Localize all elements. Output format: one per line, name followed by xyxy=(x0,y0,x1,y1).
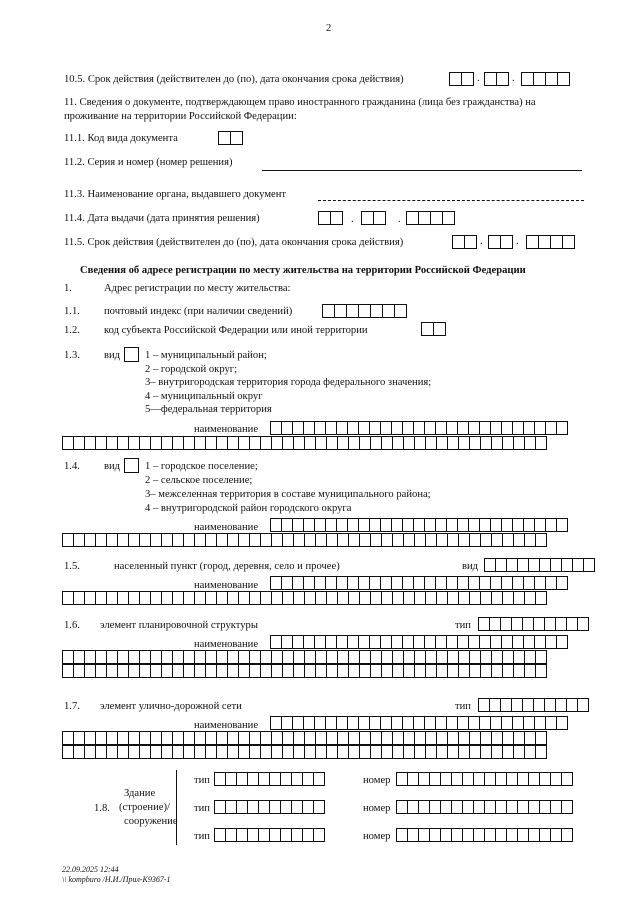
row-1-4-option: 1 – городское поселение; xyxy=(145,461,258,472)
row-1-3-kind-label: вид xyxy=(104,350,121,361)
row-1-4-name-cells-top[interactable] xyxy=(270,518,568,532)
field-11-5-month[interactable] xyxy=(488,235,513,249)
row-1-3-name-label: наименование xyxy=(194,424,259,435)
row-1-1-number: 1.1. xyxy=(64,306,80,317)
field-11-4-year[interactable] xyxy=(406,211,455,225)
locality-name-cells-top[interactable] xyxy=(270,576,568,590)
field-11-3-label: 11.3. Наименование органа, выдавшего документ xyxy=(64,189,287,200)
row-1-7-number: 1.7. xyxy=(64,701,80,712)
building-type-cells-1[interactable] xyxy=(214,772,325,786)
locality-name-label: наименование xyxy=(194,580,259,591)
row-1-3-name-cells-bottom[interactable] xyxy=(62,436,547,450)
field-11-1-label: 11.1. Код вида документа xyxy=(64,133,178,144)
planning-type-cells[interactable] xyxy=(478,617,589,631)
row-1-3-name-cells-top[interactable] xyxy=(270,421,568,435)
building-type-label: тип xyxy=(194,803,210,814)
building-number-cells-2[interactable] xyxy=(396,800,573,814)
row-1-3-option: 3– внутригородская территория города федерального значения; xyxy=(145,377,432,388)
row-1-2-number: 1.2. xyxy=(64,325,80,336)
page-number: 2 xyxy=(326,23,332,34)
building-type-cells-2[interactable] xyxy=(214,800,325,814)
planning-type-label: тип xyxy=(455,620,471,631)
row-1-3-option: 5—федеральная территория xyxy=(145,404,272,415)
postal-code-cells[interactable] xyxy=(322,304,407,318)
locality-kind-label: вид xyxy=(462,561,479,572)
row-1-8-number: 1.8. xyxy=(94,803,110,814)
footer-code: \\ kompburo /Н.И./Прил-К9367-1 xyxy=(62,875,171,884)
row-1-3-option: 4 – муниципальный округ xyxy=(145,391,263,402)
row-1-4-kind-label: вид xyxy=(104,461,121,472)
section-11-intro: 11. Сведения о документе, подтверждающем право иностранного гражданина (лица без гражданства) на xyxy=(64,97,536,108)
date-dot: . xyxy=(398,214,401,225)
building-label-cont: (строение)/ xyxy=(119,802,170,813)
row-1-label: Адрес регистрации по месту жительства: xyxy=(104,283,291,294)
row-1-3-option: 1 – муниципальный район; xyxy=(145,350,267,361)
row-1-4-name-label: наименование xyxy=(194,522,259,533)
street-type-cells[interactable] xyxy=(478,698,589,712)
planning-name-cells-top[interactable] xyxy=(270,635,568,649)
building-number-label: номер xyxy=(363,831,391,842)
building-type-label: тип xyxy=(194,831,210,842)
planning-name-cells-row2[interactable] xyxy=(62,650,547,664)
row-1-4-kind-cell[interactable] xyxy=(124,458,139,473)
row-1-3-kind-cell[interactable] xyxy=(124,347,139,362)
field-10-5-month[interactable] xyxy=(484,72,509,86)
row-1-6-number: 1.6. xyxy=(64,620,80,631)
row-1-number: 1. xyxy=(64,283,72,294)
row-1-4-number: 1.4. xyxy=(64,461,80,472)
field-10-5-year[interactable] xyxy=(521,72,570,86)
row-1-4-option: 4 – внутригородской район городского округа xyxy=(145,503,352,514)
footer-datetime: 22.09.2025 12:44 xyxy=(62,865,119,874)
field-11-2-label: 11.2. Серия и номер (номер решения) xyxy=(64,157,233,168)
building-number-label: номер xyxy=(363,803,391,814)
field-11-5-year[interactable] xyxy=(526,235,575,249)
field-11-4-label: 11.4. Дата выдачи (дата принятия решения) xyxy=(64,213,260,224)
building-number-cells-3[interactable] xyxy=(396,828,573,842)
street-name-label: наименование xyxy=(194,720,259,731)
field-11-5-label: 11.5. Срок действия (действителен до (по), дата окончания срока действия) xyxy=(64,237,404,248)
street-name-cells-top[interactable] xyxy=(270,716,568,730)
address-heading: Сведения об адресе регистрации по месту жительства на территории Российской Федерации xyxy=(80,265,526,276)
row-1-4-option: 2 – сельское поселение; xyxy=(145,475,253,486)
field-11-3-line[interactable] xyxy=(318,200,584,201)
building-label: Здание xyxy=(124,788,156,799)
date-dot: . xyxy=(516,236,519,247)
building-type-label: тип xyxy=(194,775,210,786)
postal-code-label: почтовый индекс (при наличии сведений) xyxy=(104,306,293,317)
street-name-cells-row3[interactable] xyxy=(62,745,547,759)
building-number-label: номер xyxy=(363,775,391,786)
region-code-cells[interactable] xyxy=(421,322,446,336)
field-11-1-code[interactable] xyxy=(218,131,243,145)
locality-label: населенный пункт (город, деревня, село и прочее) xyxy=(114,561,340,572)
date-dot: . xyxy=(512,73,515,84)
building-number-cells-1[interactable] xyxy=(396,772,573,786)
locality-kind-cells[interactable] xyxy=(484,558,595,572)
planning-name-cells-row3[interactable] xyxy=(62,664,547,678)
street-element-label: элемент улично-дорожной сети xyxy=(100,701,242,712)
section-11-intro-cont: проживание на территории Российской Федерации: xyxy=(64,111,297,122)
building-type-cells-3[interactable] xyxy=(214,828,325,842)
field-10-5-day[interactable] xyxy=(449,72,474,86)
date-dot: . xyxy=(480,236,483,247)
row-1-3-option: 2 – городской округ; xyxy=(145,364,238,375)
row-1-4-option: 3– межселенная территория в составе муниципального района; xyxy=(145,489,431,500)
building-bracket xyxy=(176,770,177,845)
date-dot: . xyxy=(477,73,480,84)
field-11-4-day[interactable] xyxy=(318,211,343,225)
building-label-cont: сооружение xyxy=(124,816,178,827)
date-dot: . xyxy=(351,214,354,225)
row-1-5-number: 1.5. xyxy=(64,561,80,572)
planning-element-label: элемент планировочной структуры xyxy=(100,620,258,631)
locality-name-cells-bottom[interactable] xyxy=(62,591,547,605)
field-11-5-day[interactable] xyxy=(452,235,477,249)
field-11-2-line[interactable] xyxy=(262,170,582,171)
row-1-3-number: 1.3. xyxy=(64,350,80,361)
field-11-4-month[interactable] xyxy=(361,211,386,225)
region-code-label: код субъекта Российской Федерации или иной территории xyxy=(104,325,368,336)
field-10-5-label: 10.5. Срок действия (действителен до (по), дата окончания срока действия) xyxy=(64,74,404,85)
street-name-cells-row2[interactable] xyxy=(62,731,547,745)
planning-name-label: наименование xyxy=(194,639,259,650)
row-1-4-name-cells-bottom[interactable] xyxy=(62,533,547,547)
street-type-label: тип xyxy=(455,701,471,712)
